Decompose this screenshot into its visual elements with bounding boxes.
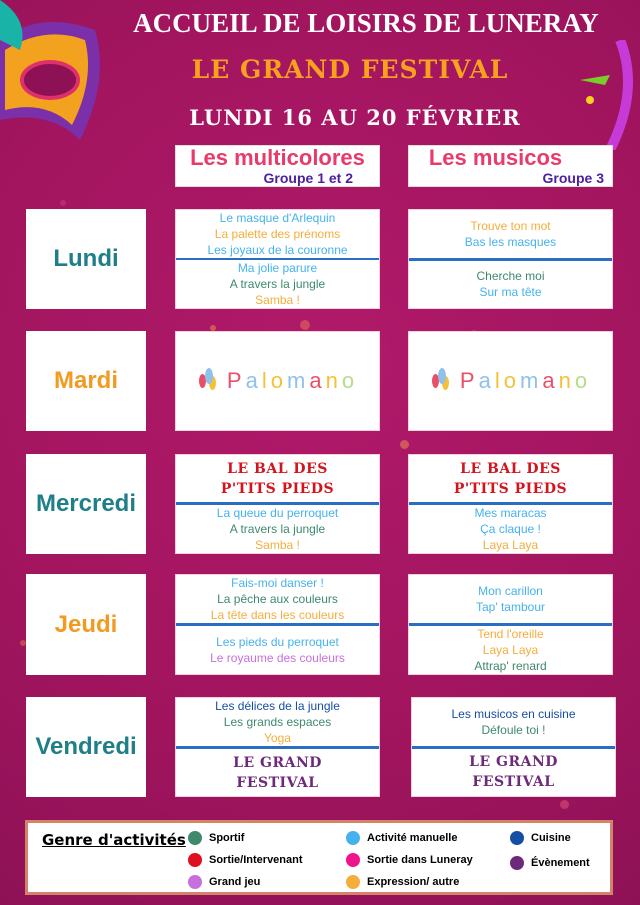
legend-item-sportif xyxy=(188,831,244,845)
activity-item: Les grands espaces xyxy=(223,715,332,729)
event-title: FESTIVAL xyxy=(236,774,319,791)
activity-item: Samba ! xyxy=(255,293,300,307)
legend-label: Sportif xyxy=(209,832,245,844)
activity-item: Ma jolie parure xyxy=(237,261,318,275)
grandjeu-dot-icon xyxy=(188,875,202,889)
children-flag-icon xyxy=(430,368,452,394)
group-header-musicos xyxy=(408,145,613,187)
activity-item: Samba ! xyxy=(255,538,300,552)
activity-item: Les délices de la jungle xyxy=(215,699,340,713)
top-section xyxy=(176,698,379,746)
activity-cell xyxy=(408,574,613,675)
top-section xyxy=(176,455,379,502)
activity-item: Laya Laya xyxy=(482,643,539,657)
top-section xyxy=(412,698,615,746)
top-section xyxy=(176,575,379,623)
activity-item: Les joyaux de la couronne xyxy=(207,243,348,257)
event-title: P'TITS PIEDS xyxy=(220,480,335,497)
legend-label: Évènement xyxy=(531,857,590,869)
legend-item-luneray xyxy=(346,853,473,867)
children-flag-icon xyxy=(197,368,219,394)
activity-item: Le masque d'Arlequin xyxy=(219,211,336,225)
event-title: P'TITS PIEDS xyxy=(453,480,568,497)
legend-item-manuelle xyxy=(346,831,457,845)
day-label-lundi: Lundi xyxy=(26,209,146,309)
activity-item: Attrap' renard xyxy=(474,659,547,673)
legend-title: Genre d'activités xyxy=(42,831,186,849)
confetti-dot xyxy=(400,440,409,449)
confetti-dot xyxy=(300,320,310,330)
activity-item: Fais-moi danser ! xyxy=(231,576,324,590)
event-title: FESTIVAL xyxy=(472,774,555,791)
legend-item-expression xyxy=(346,875,459,889)
legend xyxy=(25,820,613,895)
bottom-section xyxy=(176,626,379,674)
bottom-section xyxy=(412,749,615,797)
legend-item-sortie xyxy=(188,853,303,867)
top-section xyxy=(409,455,612,502)
activity-item: La queue du perroquet xyxy=(216,506,339,520)
activity-item: Laya Laya xyxy=(482,538,539,552)
bottom-section xyxy=(176,505,379,553)
activity-cell xyxy=(175,331,380,431)
activity-item: Sur ma tête xyxy=(479,285,542,300)
legend-item-grandjeu xyxy=(188,875,260,889)
activity-item: La palette des prénoms xyxy=(214,227,341,241)
legend-label: Sortie dans Luneray xyxy=(367,854,473,866)
manuelle-dot-icon xyxy=(346,831,360,845)
event-title: LE BAL DES xyxy=(460,460,561,477)
activity-item: A travers la jungle xyxy=(229,277,326,291)
page-title: ACCUEIL DE LOISIRS DE LUNERAY xyxy=(133,8,599,38)
day-label-mercredi: Mercredi xyxy=(26,454,146,554)
group-sub: Groupe 1 et 2 xyxy=(263,170,353,186)
day-label-jeudi: Jeudi xyxy=(26,574,146,675)
top-section xyxy=(176,210,379,258)
day-label-mardi: Mardi xyxy=(26,331,146,431)
activity-item: Bas les masques xyxy=(464,234,557,249)
bottom-section xyxy=(176,749,379,796)
event-title: LE GRAND xyxy=(233,754,322,771)
luneray-dot-icon xyxy=(346,853,360,867)
bottom-section xyxy=(176,260,379,308)
sportif-dot-icon xyxy=(188,831,202,845)
group-sub: Groupe 3 xyxy=(542,170,604,186)
activity-cell xyxy=(175,697,380,797)
activity-cell xyxy=(175,574,380,675)
sortie-dot-icon xyxy=(188,853,202,867)
palomano-logo xyxy=(176,332,379,430)
legend-label: Sortie/Intervenant xyxy=(209,854,303,866)
activity-item: A travers la jungle xyxy=(229,522,326,536)
activity-item: La pêche aux couleurs xyxy=(217,592,338,606)
date-range: LUNDI 16 AU 20 FÉVRIER xyxy=(189,105,521,130)
activity-item: Défoule toi ! xyxy=(481,722,546,737)
activity-cell xyxy=(175,454,380,554)
activity-cell xyxy=(408,209,613,309)
activity-item: Tend l'oreille xyxy=(477,627,544,641)
activity-item: La tête dans les couleurs xyxy=(210,608,345,622)
group-name: Les musicos xyxy=(428,145,563,170)
activity-item: Mes maracas xyxy=(474,506,547,520)
expression-dot-icon xyxy=(346,875,360,889)
activity-item: Trouve ton mot xyxy=(470,218,551,233)
bottom-section xyxy=(409,626,612,674)
activity-cell xyxy=(408,454,613,554)
activity-item: Mon carillon xyxy=(478,584,543,598)
legend-item-evenement xyxy=(510,856,590,870)
palomano-logo xyxy=(409,332,612,430)
activity-cell xyxy=(411,697,616,797)
festival-subtitle: LE GRAND FESTIVAL xyxy=(191,55,509,84)
top-section xyxy=(409,575,612,623)
bottom-section xyxy=(409,261,612,309)
confetti-dot xyxy=(60,200,66,206)
activity-item: Tap' tambour xyxy=(476,600,545,614)
activity-cell xyxy=(175,209,380,309)
legend-item-cuisine xyxy=(510,831,571,845)
legend-label: Expression/ autre xyxy=(367,876,460,888)
activity-item: Le royaume des couleurs xyxy=(210,651,345,665)
legend-label: Cuisine xyxy=(531,832,571,844)
cuisine-dot-icon xyxy=(510,831,524,845)
activity-item: Les pieds du perroquet xyxy=(216,635,339,649)
logo-text: Palomano xyxy=(459,368,592,393)
activity-item: Cherche moi xyxy=(476,269,545,284)
logo-text: Palomano xyxy=(226,368,359,393)
activity-cell xyxy=(408,331,613,431)
activity-item: Yoga xyxy=(264,731,291,745)
activity-item: Les musicos en cuisine xyxy=(451,706,576,721)
evenement-dot-icon xyxy=(510,856,524,870)
group-header-multicolores xyxy=(175,145,380,187)
group-name: Les multicolores xyxy=(190,145,365,170)
legend-label: Grand jeu xyxy=(209,876,261,888)
activity-item: Ça claque ! xyxy=(480,522,541,536)
event-title: LE BAL DES xyxy=(227,460,328,477)
bottom-section xyxy=(409,505,612,553)
legend-label: Activité manuelle xyxy=(367,832,458,844)
top-section xyxy=(409,210,612,258)
day-label-vendredi: Vendredi xyxy=(26,697,146,797)
event-title: LE GRAND xyxy=(469,754,558,771)
confetti-dot xyxy=(560,800,569,809)
